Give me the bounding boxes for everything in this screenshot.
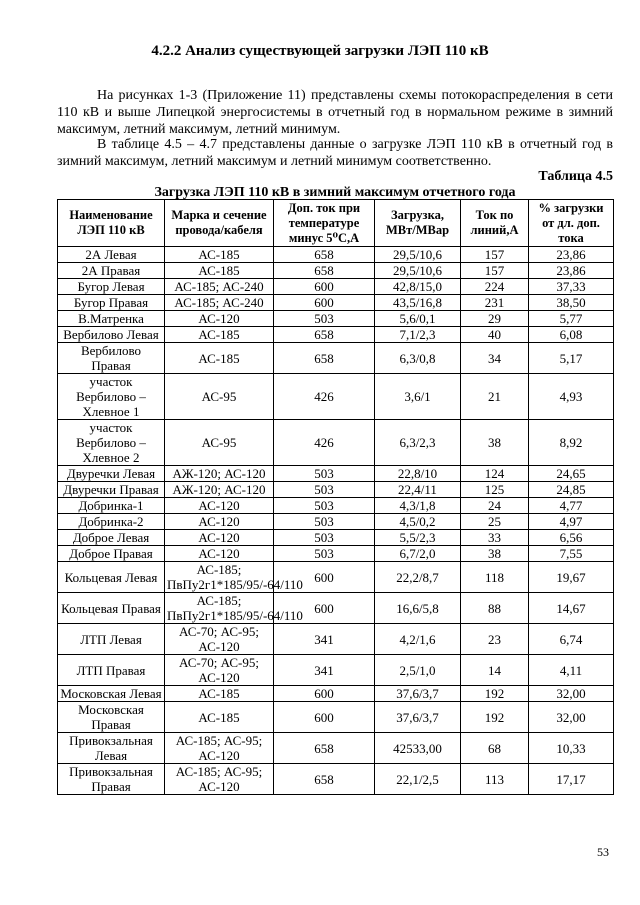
- paragraph-2: [57, 136, 613, 170]
- table-row: [58, 686, 614, 702]
- table-row: [58, 498, 614, 514]
- table-cell: 88: [461, 593, 529, 624]
- table-cell: АС-95: [165, 420, 274, 466]
- table-cell: 2,5/1,0: [375, 655, 461, 686]
- table-row: [58, 562, 614, 593]
- table-cell: 17,17: [529, 764, 614, 795]
- section-heading: 4.2.2 Анализ существующей загрузки ЛЭП 110 кВ: [151, 43, 489, 59]
- table-row: [58, 733, 614, 764]
- table-cell: участок Вербилово – Хлевное 1: [58, 374, 165, 420]
- table-cell: 4,3/1,8: [375, 498, 461, 514]
- table-cell: 7,1/2,3: [375, 327, 461, 343]
- table-cell: АС-185: [165, 702, 274, 733]
- table-cell: 21: [461, 374, 529, 420]
- table-cell: 7,55: [529, 546, 614, 562]
- table-cell: 224: [461, 279, 529, 295]
- table-cell: Добринка-2: [58, 514, 165, 530]
- table-cell: 658: [274, 263, 375, 279]
- table-cell: АС-185; АС-240: [165, 279, 274, 295]
- table-cell: Доброе Правая: [58, 546, 165, 562]
- table-cell: 503: [274, 482, 375, 498]
- table-row: [58, 374, 614, 420]
- paragraph-text: На рисунках 1-3 (Приложение 11) представлены схемы потокораспределения в сети 110 кВ и выше Липецкой энергосистемы в отчетный год в нормальном режиме в зимний максимум, летний максимум, летний минимум.: [57, 88, 613, 137]
- table-cell: В.Матренка: [58, 311, 165, 327]
- table-row: [58, 327, 614, 343]
- table-cell: 22,1/2,5: [375, 764, 461, 795]
- table-cell: АС-185: [165, 327, 274, 343]
- table-cell: 6,7/2,0: [375, 546, 461, 562]
- table-cell: 503: [274, 311, 375, 327]
- table-cell: 6,74: [529, 624, 614, 655]
- table-row: [58, 311, 614, 327]
- table-cell: 600: [274, 686, 375, 702]
- table-cell: 5,77: [529, 311, 614, 327]
- table-row: [58, 530, 614, 546]
- table-cell: ЛТП Правая: [58, 655, 165, 686]
- table-cell: 38: [461, 420, 529, 466]
- column-header: Ток по линий,А: [461, 200, 529, 247]
- column-header: % загрузки от дл. доп. тока: [529, 200, 614, 247]
- table-cell: 4,5/0,2: [375, 514, 461, 530]
- table-cell: АС-185: [165, 263, 274, 279]
- table-cell: АС-185: [165, 247, 274, 263]
- table-cell: 157: [461, 247, 529, 263]
- table-cell: 113: [461, 764, 529, 795]
- column-header: Загрузка, МВт/МВар: [375, 200, 461, 247]
- table-cell: 600: [274, 562, 375, 593]
- table-cell: 6,3/0,8: [375, 343, 461, 374]
- table-cell: АС-120: [165, 514, 274, 530]
- table-cell: АС-120: [165, 498, 274, 514]
- table-cell: 6,56: [529, 530, 614, 546]
- table-cell: 23,86: [529, 247, 614, 263]
- table-cell: 24,65: [529, 466, 614, 482]
- table-cell: Двуречки Правая: [58, 482, 165, 498]
- table-row: [58, 764, 614, 795]
- table-cell: 157: [461, 263, 529, 279]
- table-cell: Кольцевая Правая: [58, 593, 165, 624]
- table-cell: АС-120: [165, 311, 274, 327]
- table-cell: Привокзальная Правая: [58, 764, 165, 795]
- table-cell: 37,33: [529, 279, 614, 295]
- table-cell: 14: [461, 655, 529, 686]
- column-header: Доп. ток при температуре минус 5⁰С,А: [274, 200, 375, 247]
- table-cell: Бугор Левая: [58, 279, 165, 295]
- table-cell: АС-120: [165, 530, 274, 546]
- table-cell: 3,6/1: [375, 374, 461, 420]
- table-cell: 38,50: [529, 295, 614, 311]
- table-cell: Московская Левая: [58, 686, 165, 702]
- table-row: [58, 624, 614, 655]
- table-cell: 192: [461, 686, 529, 702]
- table-cell: 503: [274, 530, 375, 546]
- table-cell: 503: [274, 498, 375, 514]
- table-cell: 600: [274, 295, 375, 311]
- table-cell: 25: [461, 514, 529, 530]
- table-row: [58, 295, 614, 311]
- table-cell: 40: [461, 327, 529, 343]
- table-cell: 4,77: [529, 498, 614, 514]
- table-cell: 503: [274, 546, 375, 562]
- table-cell: Кольцевая Левая: [58, 562, 165, 593]
- table-row: [58, 263, 614, 279]
- table-cell: АС-95: [165, 374, 274, 420]
- table-cell: участок Вербилово – Хлевное 2: [58, 420, 165, 466]
- table-cell: 118: [461, 562, 529, 593]
- table-cell: 658: [274, 733, 375, 764]
- table-cell: 600: [274, 593, 375, 624]
- table-cell: Вербилово Правая: [58, 343, 165, 374]
- table-cell: 658: [274, 764, 375, 795]
- table-cell: АС-185; АС-95; АС-120: [165, 764, 274, 795]
- table-cell: АС-70; АС-95; АС-120: [165, 655, 274, 686]
- table-cell: АЖ-120; АС-120: [165, 466, 274, 482]
- table-cell: 6,08: [529, 327, 614, 343]
- table-cell: 231: [461, 295, 529, 311]
- table-cell: Доброе Левая: [58, 530, 165, 546]
- table-cell: 29,5/10,6: [375, 247, 461, 263]
- table-cell: 4,97: [529, 514, 614, 530]
- table-cell: 34: [461, 343, 529, 374]
- table-cell: АС-185: [165, 343, 274, 374]
- table-cell: Двуречки Левая: [58, 466, 165, 482]
- table-cell: 43,5/16,8: [375, 295, 461, 311]
- table-row: [58, 546, 614, 562]
- table-cell: 37,6/3,7: [375, 702, 461, 733]
- table-cell: 2А Левая: [58, 247, 165, 263]
- table-cell: 22,4/11: [375, 482, 461, 498]
- table-title: Загрузка ЛЭП 110 кВ в зимний максимум отчетного года: [154, 185, 516, 200]
- table-cell: 68: [461, 733, 529, 764]
- table-cell: 8,92: [529, 420, 614, 466]
- table-cell: 341: [274, 655, 375, 686]
- paragraph-text: В таблице 4.5 – 4.7 представлены данные о загрузке ЛЭП 110 кВ в отчетный год в зимний максимум, летний максимум и летний минимум соответственно.: [57, 137, 613, 169]
- table-cell: ЛТП Левая: [58, 624, 165, 655]
- table-cell: 14,67: [529, 593, 614, 624]
- table-row: [58, 420, 614, 466]
- table-row: [58, 593, 614, 624]
- table-row: [58, 482, 614, 498]
- table-cell: АС-185; ПвПу2г1*185/95/-64/110: [165, 562, 274, 593]
- table-cell: 24: [461, 498, 529, 514]
- table-cell: 426: [274, 374, 375, 420]
- table-cell: Московская Правая: [58, 702, 165, 733]
- table-cell: 10,33: [529, 733, 614, 764]
- table-cell: АС-70; АС-95; АС-120: [165, 624, 274, 655]
- table-cell: 42533,00: [375, 733, 461, 764]
- table-cell: 600: [274, 702, 375, 733]
- table-cell: АС-185; АС-240: [165, 295, 274, 311]
- table-cell: 22,2/8,7: [375, 562, 461, 593]
- table-cell: 4,11: [529, 655, 614, 686]
- table-cell: 29: [461, 311, 529, 327]
- table-row: [58, 466, 614, 482]
- table-cell: 6,3/2,3: [375, 420, 461, 466]
- table-cell: 600: [274, 279, 375, 295]
- table-cell: 658: [274, 247, 375, 263]
- table-cell: 5,5/2,3: [375, 530, 461, 546]
- table-cell: АС-185; ПвПу2г1*185/95/-64/110: [165, 593, 274, 624]
- table-cell: 42,8/15,0: [375, 279, 461, 295]
- table-cell: 19,67: [529, 562, 614, 593]
- table-header-row: [58, 200, 614, 247]
- table-cell: Привокзальная Левая: [58, 733, 165, 764]
- table-cell: 23,86: [529, 263, 614, 279]
- table-cell: АС-120: [165, 546, 274, 562]
- table-cell: АЖ-120; АС-120: [165, 482, 274, 498]
- load-table: [57, 199, 614, 795]
- table-row: [58, 343, 614, 374]
- table-row: [58, 279, 614, 295]
- table-caption: Таблица 4.5: [538, 169, 613, 184]
- table-cell: 38: [461, 546, 529, 562]
- table-cell: 32,00: [529, 702, 614, 733]
- table-cell: 192: [461, 702, 529, 733]
- table-cell: АС-185: [165, 686, 274, 702]
- table-cell: 22,8/10: [375, 466, 461, 482]
- table-cell: 24,85: [529, 482, 614, 498]
- table-cell: 23: [461, 624, 529, 655]
- table-row: [58, 655, 614, 686]
- table-cell: 2А Правая: [58, 263, 165, 279]
- table-cell: 33: [461, 530, 529, 546]
- table-cell: Бугор Правая: [58, 295, 165, 311]
- table-row: [58, 702, 614, 733]
- table-cell: 341: [274, 624, 375, 655]
- table-cell: 4,93: [529, 374, 614, 420]
- table-cell: 29,5/10,6: [375, 263, 461, 279]
- table-cell: 426: [274, 420, 375, 466]
- table-cell: Добринка-1: [58, 498, 165, 514]
- table-cell: АС-185; АС-95; АС-120: [165, 733, 274, 764]
- table-cell: 4,2/1,6: [375, 624, 461, 655]
- table-cell: 125: [461, 482, 529, 498]
- table-cell: 503: [274, 514, 375, 530]
- table-cell: Вербилово Левая: [58, 327, 165, 343]
- table-row: [58, 514, 614, 530]
- table-cell: 5,17: [529, 343, 614, 374]
- table-cell: 37,6/3,7: [375, 686, 461, 702]
- page-number: 53: [597, 845, 609, 859]
- table-cell: 5,6/0,1: [375, 311, 461, 327]
- table-cell: 16,6/5,8: [375, 593, 461, 624]
- table-row: [58, 247, 614, 263]
- column-header: Марка и сечение провода/кабеля: [165, 200, 274, 247]
- table-cell: 124: [461, 466, 529, 482]
- table-cell: 658: [274, 343, 375, 374]
- paragraph-1: [57, 87, 613, 138]
- column-header: Наименование ЛЭП 110 кВ: [58, 200, 165, 247]
- table-cell: 503: [274, 466, 375, 482]
- table-cell: 658: [274, 327, 375, 343]
- table-cell: 32,00: [529, 686, 614, 702]
